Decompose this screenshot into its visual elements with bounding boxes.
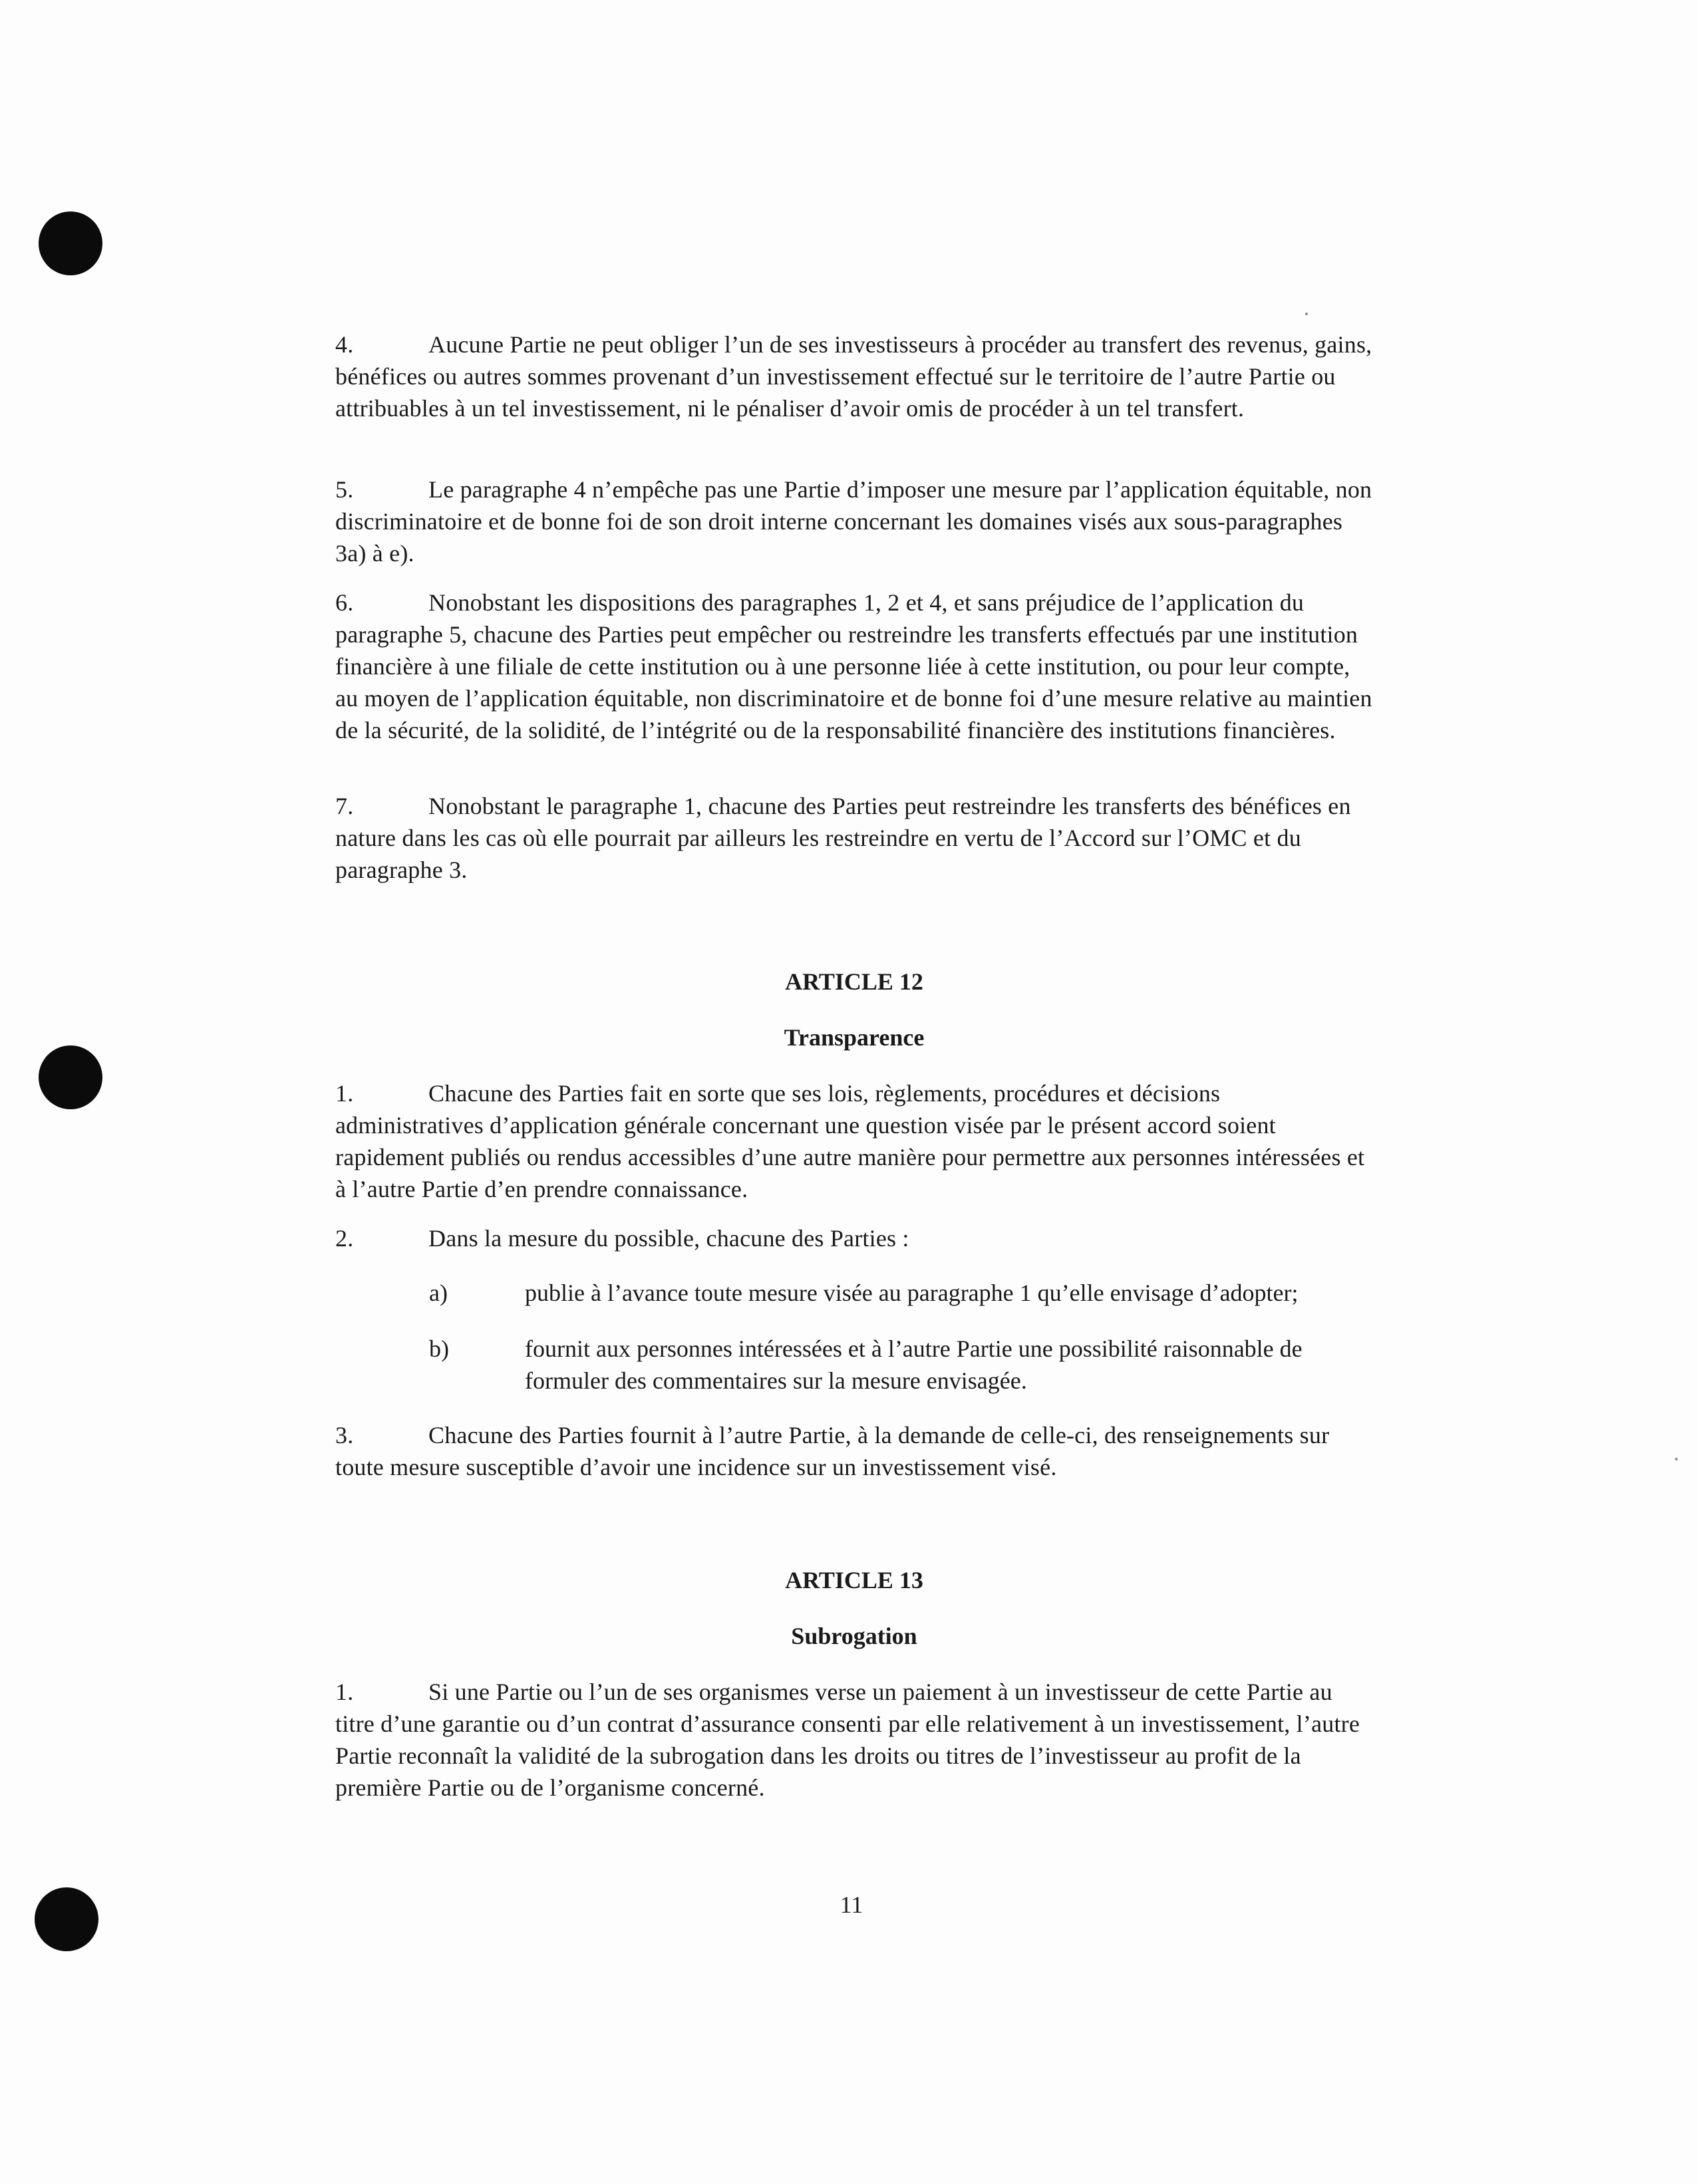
article-12-item-b <box>429 1333 1374 1397</box>
item-text: publie à l’avance toute mesure visée au paragraphe 1 qu’elle envisage d’adopter; <box>525 1280 1299 1306</box>
paragraph-7 <box>335 790 1373 886</box>
article-12-paragraph-3 <box>335 1419 1373 1483</box>
paragraph-number: 3. <box>335 1422 354 1448</box>
paragraph-text: Chacune des Parties fait en sorte que ses lois, règlements, procédures et décisions administratives d’application générale concernant une question visée par le présent accord soient rapidement publiés ou rendus accessibles d’une autre manière pour permettre aux personnes intéressées et à l’autre Partie d’en prendre connaissance. <box>335 1080 1365 1202</box>
page-number: 11 <box>840 1891 863 1918</box>
article-12-title: ARTICLE 12 <box>785 968 923 995</box>
paragraph-number: 6. <box>335 589 354 616</box>
article-12-item-a <box>429 1277 1374 1309</box>
paragraph-text: Aucune Partie ne peut obliger l’un de ses investisseurs à procéder au transfert des revenus, gains, bénéfices ou autres sommes provenant d’un investissement effectué sur le territoire de l’autre Partie ou attribuables à un tel investissement, ni le pénaliser d’avoir omis de procéder à un tel transfert. <box>335 331 1372 422</box>
item-label: a) <box>429 1280 448 1306</box>
paragraph-text: Si une Partie ou l’un de ses organismes verse un paiement à un investisseur de cette Partie au titre d’une garantie ou d’un contrat d’assurance consenti par elle relativement à un investissement, l’autre Partie reconnaît la validité de la subrogation dans les droits ou titres de l’investisseur au profit de la première Partie ou de l’organisme concerné. <box>335 1679 1360 1801</box>
article-12-subtitle: Transparence <box>784 1024 925 1051</box>
item-label: b) <box>429 1335 449 1362</box>
item-text: fournit aux personnes intéressées et à l’autre Partie une possibilité raisonnable de formuler des commentaires sur la mesure envisagée. <box>525 1335 1303 1394</box>
paragraph-text: Nonobstant les dispositions des paragraphes 1, 2 et 4, et sans préjudice de l’application du paragraphe 5, chacune des Parties peut empêcher ou restreindre les transferts effectués par une institution financière à une filiale de cette institution ou à une personne liée à cette institution, ou pour leur compte, au moyen de l’application équitable, non discriminatoire et de bonne foi d’une mesure relative au maintien de la sécurité, de la solidité, de l’intégrité ou de la responsabilité financière des institutions financières. <box>335 589 1372 744</box>
article-13-title: ARTICLE 13 <box>785 1567 923 1593</box>
article-13-subtitle: Subrogation <box>791 1623 917 1649</box>
paragraph-number: 1. <box>335 1080 354 1107</box>
paragraph-text: Le paragraphe 4 n’empêche pas une Partie d’imposer une mesure par l’application équitable, non discriminatoire et de bonne foi de son droit interne concernant les domaines visés aux sous-paragraphes 3a) à e). <box>335 476 1372 567</box>
paragraph-number: 2. <box>335 1225 354 1252</box>
article-13-paragraph-1 <box>335 1676 1373 1804</box>
article-12-paragraph-2 <box>335 1222 1373 1254</box>
paragraph-number: 4. <box>335 331 354 358</box>
article-12-paragraph-1 <box>335 1077 1373 1205</box>
paragraph-number: 7. <box>335 793 354 819</box>
paragraph-4 <box>335 329 1373 424</box>
paragraph-5 <box>335 474 1373 569</box>
paragraph-6 <box>335 587 1373 746</box>
paragraph-number: 5. <box>335 476 354 503</box>
paragraph-text: Chacune des Parties fournit à l’autre Partie, à la demande de celle-ci, des renseignements sur toute mesure susceptible d’avoir une incidence sur un investissement visé. <box>335 1422 1330 1480</box>
paragraph-number: 1. <box>335 1679 354 1705</box>
paragraph-text: Dans la mesure du possible, chacune des Parties : <box>428 1225 909 1252</box>
paragraph-text: Nonobstant le paragraphe 1, chacune des Parties peut restreindre les transferts des bénéfices en nature dans les cas où elle pourrait par ailleurs les restreindre en vertu de l’Accord sur l’OMC et du paragraphe 3. <box>335 793 1351 883</box>
